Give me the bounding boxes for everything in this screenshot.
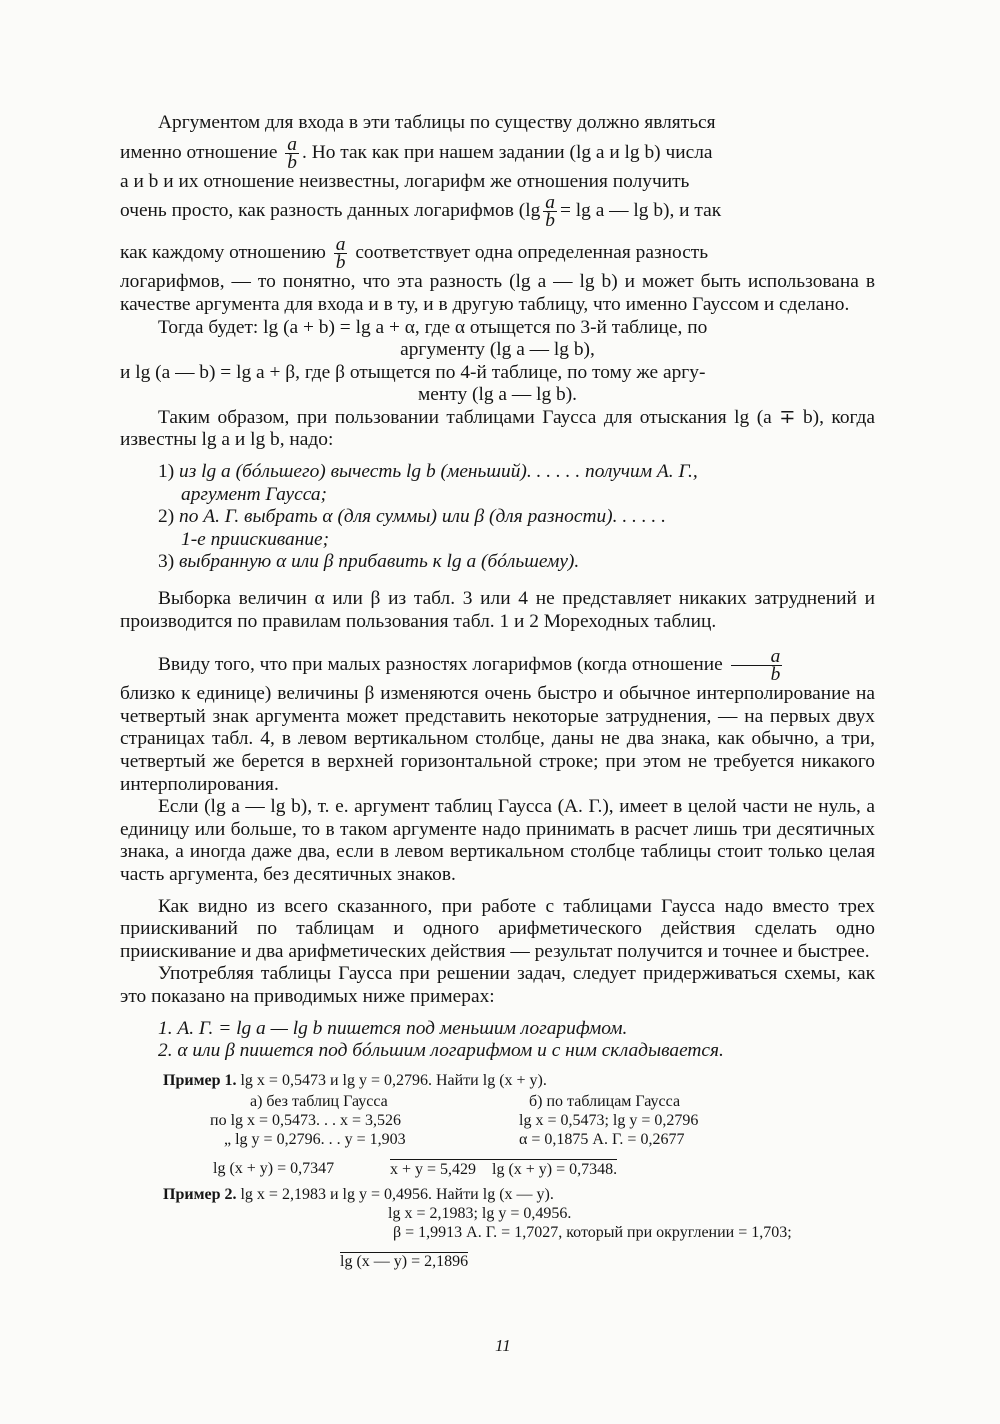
paragraph-3: Таким образом, при пользовании таблицами Гаусса для отыскания lg (a ∓ b), когда известны lg a и lg b, надо: — [120, 406, 875, 451]
paragraph-4: Выборка величин α или β из табл. 3 или 4 не представляет никаких затруднений и производится по правилам пользования табл. 1 и 2 Мореходных таблиц. — [120, 588, 875, 632]
rule-2: 2. α или β пишется под бóльшим логарифмом и с ним складывается. — [158, 1040, 724, 1062]
step-2: 2) по А. Г. выбрать α (для суммы) или β (для разности). . . . . . — [158, 506, 666, 528]
steps-list — [158, 461, 875, 574]
paragraph-7: Как видно из всего сказанного, при работе с таблицами Гаусса надо вместо трех приискиваний по таблицам и одного арифметического действия сделать одно приискивание и два арифметических действия — результат получится и точнее и быстрее. — [120, 895, 875, 962]
paragraph-8: Употребляя таблицы Гаусса при решении задач, следует придерживаться схемы, как это показано на приводимых ниже примерах: — [120, 963, 875, 1007]
paragraph-6: Если (lg a — lg b), т. е. аргумент таблиц Гаусса (А. Г.), имеет в целой части не нуль, а единицу или больше, то в таком аргументе надо принимать в расчет лишь три десятичных знака, а иногда даже два, если в левом вертикальном столбце таблицы стоит только целая часть аргумента, без десятичных знаков. — [120, 796, 875, 886]
fraction-a-over-b: $\frac{a}{b}$ — [287, 133, 297, 173]
example-2: Пример 2. lg x = 2,1983 и lg y = 0,4956. Найти lg (x — y). lg x = 2,1983; lg y = 0,4956. β = 1,9913 А. Г. = 1,7027, который при округлении = 1,703; lg (x — y) = 2,1896 — [163, 1185, 792, 1270]
example-1-results: lg (x + y) = 0,7347 x + y = 5,429 lg (x + y) = 0,7348. — [213, 1159, 618, 1178]
example-1 — [120, 1071, 875, 1179]
fraction-a-over-b: $\frac{a}{b}$ — [545, 192, 555, 232]
step-3: 3) выбранную α или β прибавить к lg a (бóльшему). — [158, 551, 580, 573]
rule-1: 1. А. Г. = lg a — lg b пишется под меньшим логарифмом. — [158, 1017, 628, 1039]
page-number: 11 — [495, 1336, 511, 1355]
paragraph-2-line-2: аргументу (lg a — lg b), — [400, 339, 595, 361]
paragraph-1-line-2: именно отношение $\frac{a}{b}$ . Но так как при нашем задании (lg a и lg b) числа — [120, 133, 713, 173]
example-2-label: Пример 2. — [163, 1185, 237, 1203]
paragraph-2-line-4: менту (lg a — lg b). — [417, 384, 578, 406]
example-1-column-a: а) без таблиц Гаусса по lg x = 0,5473. . . x = 3,526 „ lg y = 0,2796. . . y = 1,903 — [210, 1092, 406, 1148]
step-1: 1) из lg a (бóльшего) вычесть lg b (меньший). . . . . . получим А. Г., — [158, 461, 698, 483]
example-2-task: lg x = 2,1983 и lg y = 0,4956. Найти lg (x — y). — [240, 1185, 554, 1203]
paragraph-1-rest: логарифмов, — то понятно, что эта разность (lg a — lg b) и может быть использована в качестве аргумента для входа и в ту, и в другую таблицу, что именно Гауссом и сделано. — [120, 271, 875, 315]
paragraph-5-line-1: Ввиду того, что при малых разностях логарифмов (когда отношение $\frac{a}{b}$ — [158, 646, 781, 686]
fraction-a-over-b: $\frac{a}{b}$ — [335, 234, 346, 274]
paragraph-1-line-1: Аргументом для входа в эти таблицы по существу должно являться — [158, 112, 716, 133]
example-1-label: Пример 1. — [163, 1071, 237, 1089]
example-1-column-b: б) по таблицам Гаусса lg x = 0,5473; lg y = 0,2796 α = 0,1875 А. Г. = 0,2677 — [519, 1092, 699, 1148]
paragraph-2-line-1: Тогда будет: lg (a + b) = lg a + α, где α отыщется по 3-й таблице, по — [158, 316, 708, 338]
example-1-task: lg x = 0,5473 и lg y = 0,2796. Найти lg (x + y). — [240, 1071, 547, 1089]
paragraph-5-rest: близко к единице) величины β изменяются очень быстро и обычное интерполирование на четвертый знак аргумента может представить некоторые затруднения, — на первых двух страницах табл. 4, в левом вертикальном столбце, даны не два знака, как обычно, а три, четвертый же берется в верхней горизонтальной строке; при этом не требуется никакого интерполирования. — [120, 683, 875, 795]
paragraph-1-line-5: как каждому отношению $\frac{a}{b}$ соответствует одна определенная разность — [120, 234, 709, 274]
paragraph-2-line-3: и lg (a — b) = lg a + β, где β отыщется по 4-й таблице, по тому же аргу- — [120, 361, 706, 383]
fraction-a-over-b: $\frac{a}{b}$ — [731, 648, 783, 683]
paragraph-1-line-4: очень просто, как разность данных логарифмов (lg $\frac{a}{b}$ = lg a — lg b), и так — [120, 192, 722, 232]
paragraph-1-line-3: a и b и их отношение неизвестны, логарифм же отношения получить — [120, 170, 690, 192]
step-2-continuation: 1-е приискивание; — [181, 528, 330, 550]
page-text — [120, 112, 875, 1271]
rules-list — [158, 1018, 875, 1063]
step-1-continuation: аргумент Гаусса; — [181, 483, 327, 505]
